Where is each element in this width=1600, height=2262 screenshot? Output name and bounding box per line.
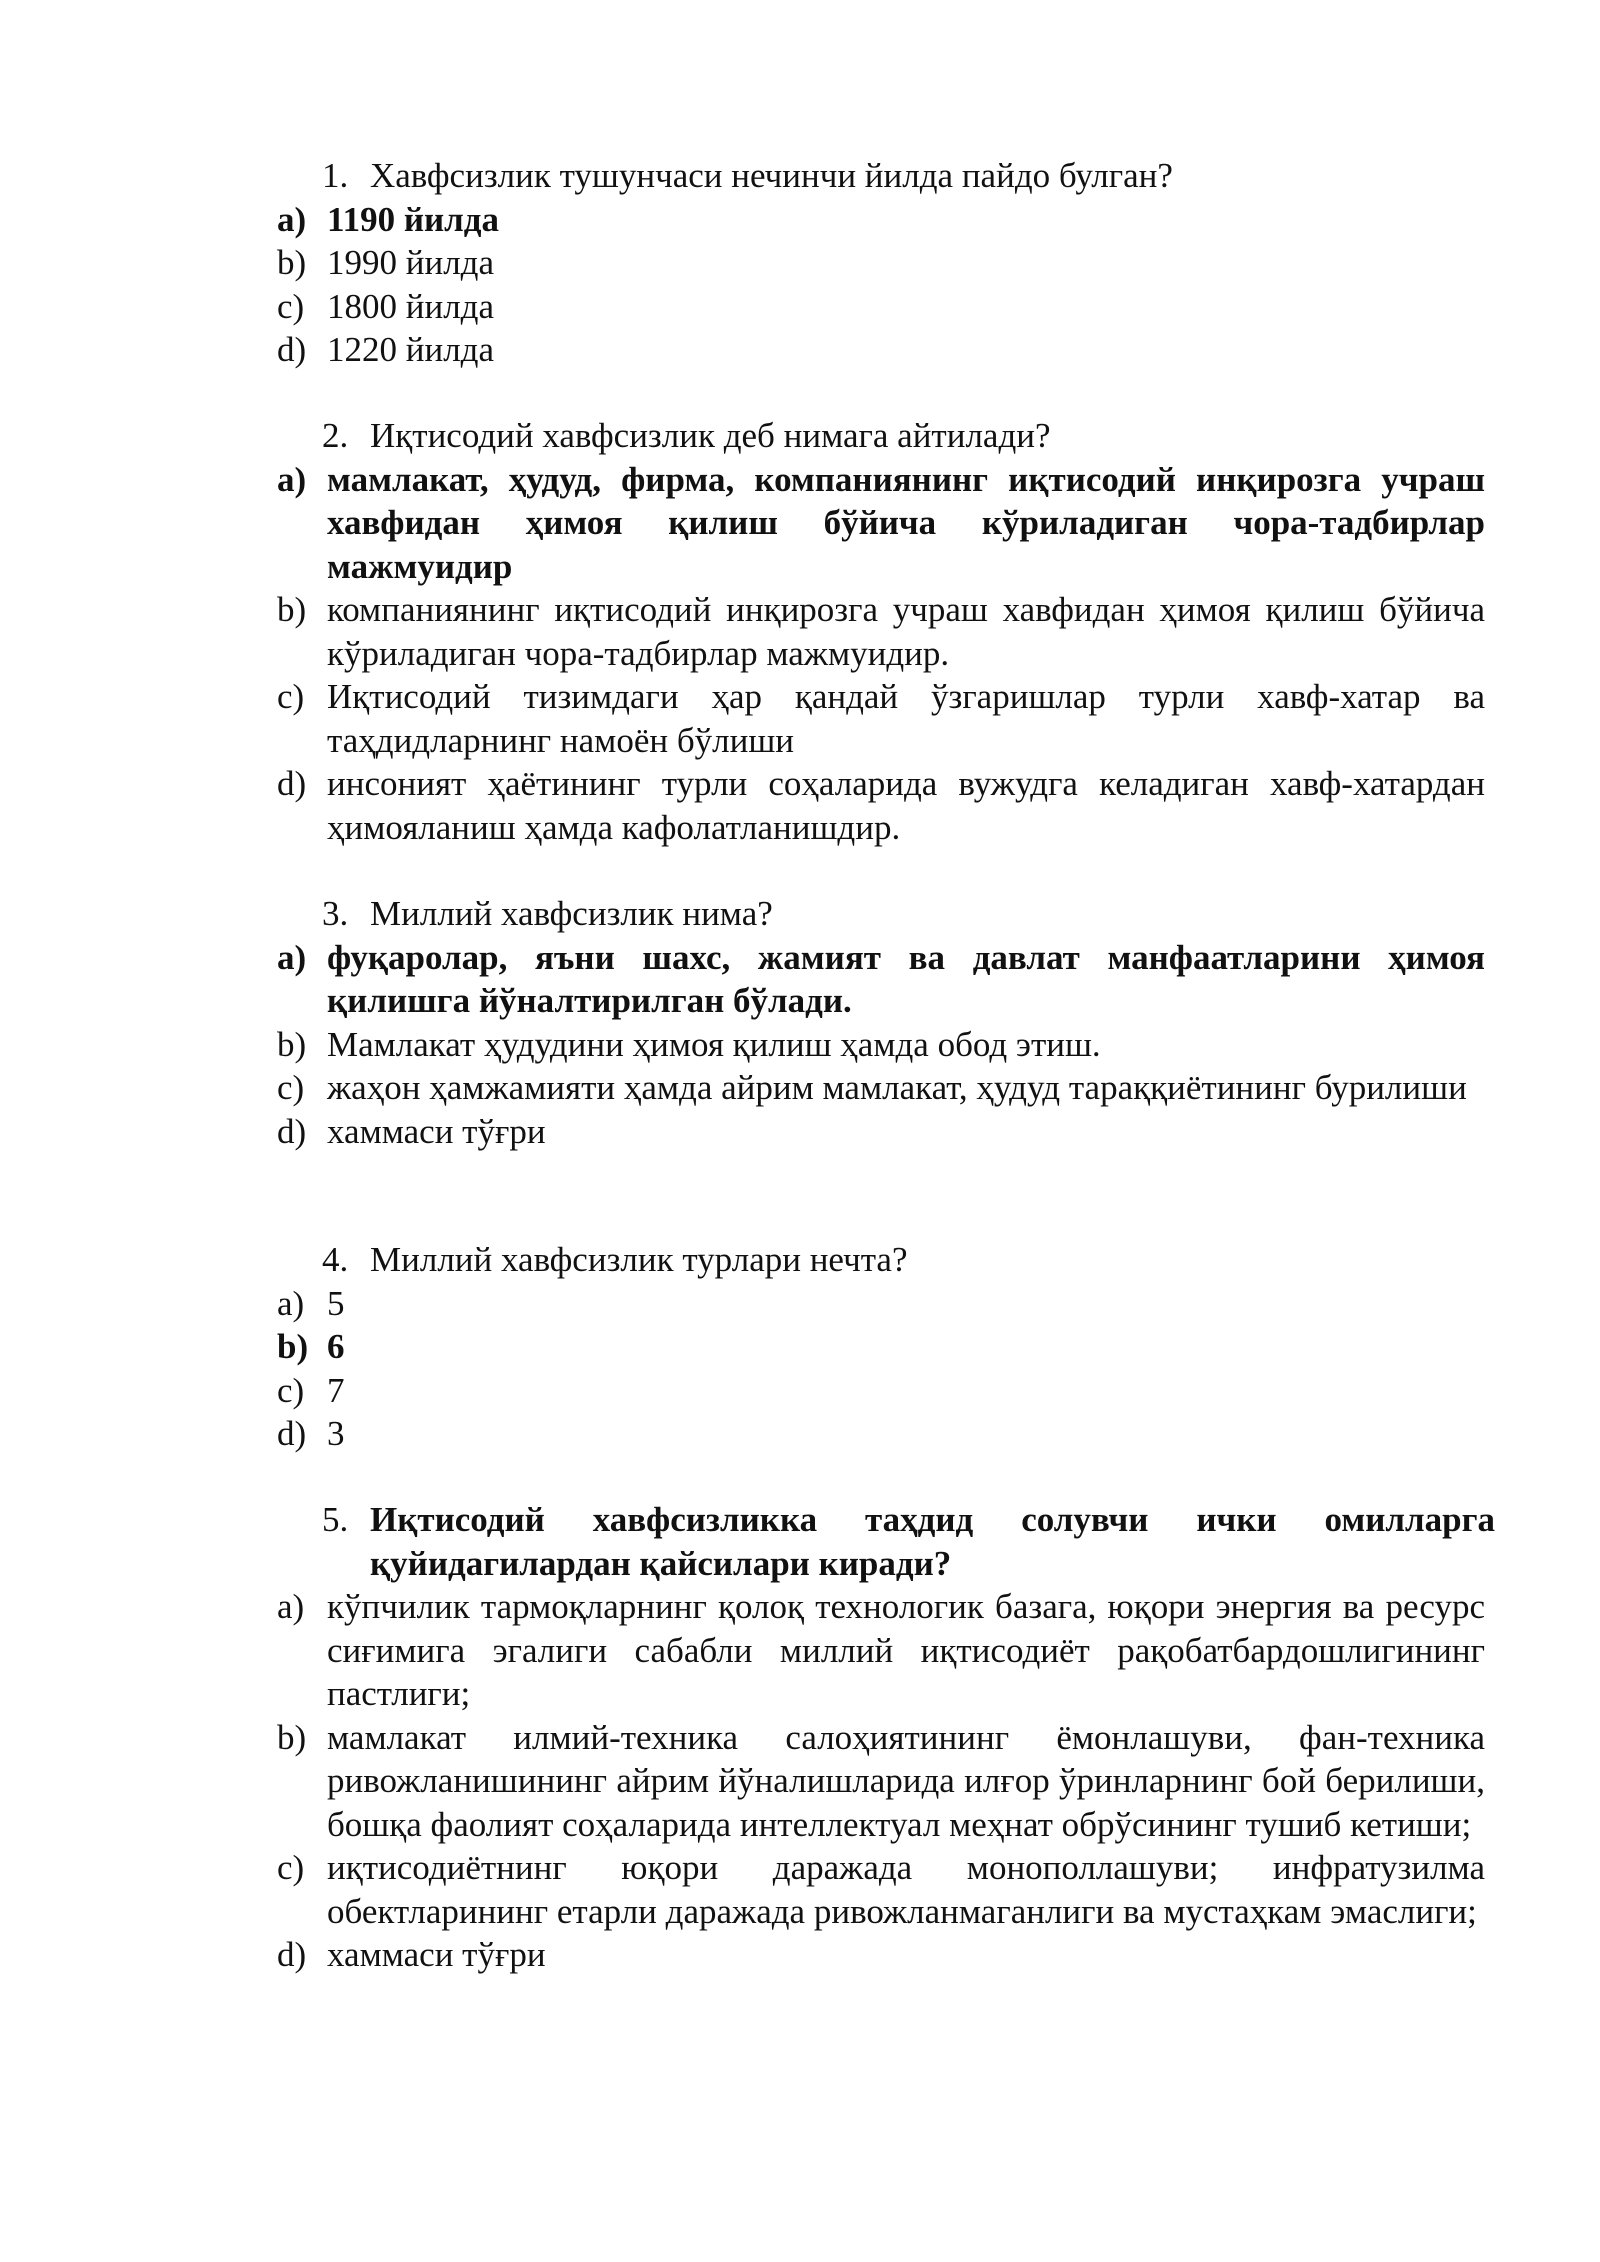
option-letter: b) — [277, 243, 307, 282]
option-text: хаммаси тўғри — [327, 1935, 546, 1974]
question-5 — [277, 1498, 1495, 1977]
option-letter: c) — [277, 677, 305, 716]
option-text: мамлакат, ҳудуд, фирма, компаниянинг иқтисодий инқирозга учраш хавфидан ҳимоя қилиш бўйича кўриладиган чора-тадбирлар мажмуидир — [327, 459, 1485, 586]
question-header — [277, 414, 1495, 458]
question-header — [277, 1238, 1495, 1282]
question-number: 3. — [322, 894, 349, 933]
option-letter: b) — [277, 1327, 309, 1366]
option-letter: c) — [277, 286, 305, 326]
question-1 — [277, 154, 1495, 372]
question-text: Иқтисодий хавфсизликка таҳдид солувчи ички омилларга қуйидагилардан қайсилари киради? — [370, 1500, 1495, 1583]
option-text: Иқтисодий тизимдаги ҳар қандай ўзгаришлар турли хавф-хатар ва таҳдидларнинг намоён бўлиши — [327, 677, 1485, 760]
option-text: кўпчилик тармоқларнинг қолоқ технологик базага, юқори энергия ва ресурс сиғимига эгалиги сабабли миллий иқтисодиёт рақобатбардошлигининг пастлиги; — [327, 1587, 1485, 1713]
question-number: 5. — [322, 1500, 349, 1539]
question-header — [277, 154, 1495, 198]
answer-option-a — [277, 198, 1495, 242]
option-letter: a) — [277, 1587, 305, 1626]
option-text: хаммаси тўғри — [327, 1111, 546, 1151]
question-text: Миллий хавфсизлик нима? — [370, 894, 773, 933]
option-letter: c) — [277, 1068, 305, 1107]
option-letter: d) — [277, 1935, 307, 1974]
question-text: Иқтисодий хавфсизлик деб нимага айтилади? — [370, 416, 1051, 455]
answer-option-a — [277, 1585, 1495, 1716]
question-header — [277, 892, 1495, 936]
option-letter: d) — [277, 1111, 307, 1151]
option-text: инсоният ҳаётининг турли соҳаларида вужудга келадиган хавф-хатардан ҳимояланиш ҳамда кафолатланишдир. — [327, 764, 1485, 847]
option-letter: d) — [277, 1414, 307, 1453]
question-number: 1. — [322, 156, 349, 195]
answer-option-b — [277, 1023, 1495, 1067]
answer-option-c — [277, 1369, 1495, 1413]
answer-option-d — [277, 1110, 1495, 1154]
option-text: 6 — [327, 1327, 345, 1366]
answer-option-a — [277, 1282, 1495, 1326]
option-text: 5 — [327, 1283, 345, 1323]
option-letter: b) — [277, 1717, 307, 1757]
answer-option-c — [277, 1846, 1495, 1933]
answer-option-c — [277, 675, 1495, 762]
option-letter: d) — [277, 330, 307, 369]
answer-option-d — [277, 1412, 1495, 1456]
option-text: 1220 йилда — [327, 330, 495, 369]
option-letter: a) — [277, 1283, 305, 1323]
option-letter: b) — [277, 1024, 307, 1064]
question-text: Хавфсизлик тушунчаси нечинчи йилда пайдо булган? — [370, 156, 1173, 195]
answer-option-c — [277, 285, 1495, 329]
option-text: компаниянинг иқтисодий инқирозга учраш хавфидан ҳимоя қилиш бўйича кўриладиган чора-тадбирлар мажмуидир. — [327, 590, 1485, 673]
option-letter: a) — [277, 459, 307, 499]
question-3 — [277, 892, 1495, 1153]
answer-option-d — [277, 762, 1495, 849]
answer-option-b — [277, 1325, 1495, 1369]
option-text: 1190 йилда — [327, 199, 499, 239]
answer-option-b — [277, 241, 1495, 285]
option-letter: a) — [277, 199, 307, 239]
answer-option-a — [277, 458, 1495, 589]
question-number: 2. — [322, 416, 349, 455]
option-letter: a) — [277, 937, 307, 977]
question-number: 4. — [322, 1240, 349, 1279]
option-text: фуқаролар, яъни шахс, жамият ва давлат манфаатларини ҳимоя қилишга йўналтирилган бўлади. — [327, 937, 1485, 1020]
option-letter: c) — [277, 1370, 305, 1410]
answer-option-a — [277, 936, 1495, 1023]
answer-option-d — [277, 1933, 1495, 1977]
option-letter: b) — [277, 590, 307, 629]
answer-option-c — [277, 1066, 1495, 1110]
option-text: мамлакат илмий-техника салоҳиятининг ёмонлашуви, фан-техника ривожланишининг айрим йўналишларида илғор ўринларнинг бой берилиши, бошқа фаолият соҳаларида интеллектуал меҳнат обрўсининг тушиб кетиши; — [327, 1717, 1485, 1844]
question-2 — [277, 414, 1495, 849]
question-header — [277, 1498, 1495, 1585]
answer-option-b — [277, 588, 1495, 675]
option-text: иқтисодиётнинг юқори даражада монополлашуви; инфратузилма обектларининг етарли даражада ривожланмаганлиги ва мустаҳкам эмаслиги; — [327, 1848, 1485, 1931]
answer-option-d — [277, 328, 1495, 372]
option-text: 3 — [327, 1414, 345, 1453]
option-text: жаҳон ҳамжамияти ҳамда айрим мамлакат, ҳудуд тараққиётининг бурилиши — [327, 1068, 1467, 1107]
question-4 — [277, 1238, 1495, 1456]
option-text: 1990 йилда — [327, 243, 495, 282]
option-text: 7 — [327, 1370, 345, 1410]
option-text: 1800 йилда — [327, 286, 495, 326]
option-text: Мамлакат ҳудудини ҳимоя қилиш ҳамда обод этиш. — [327, 1024, 1101, 1064]
answer-option-b — [277, 1716, 1495, 1847]
question-text: Миллий хавфсизлик турлари нечта? — [370, 1240, 908, 1279]
option-letter: d) — [277, 764, 307, 803]
option-letter: c) — [277, 1848, 305, 1887]
